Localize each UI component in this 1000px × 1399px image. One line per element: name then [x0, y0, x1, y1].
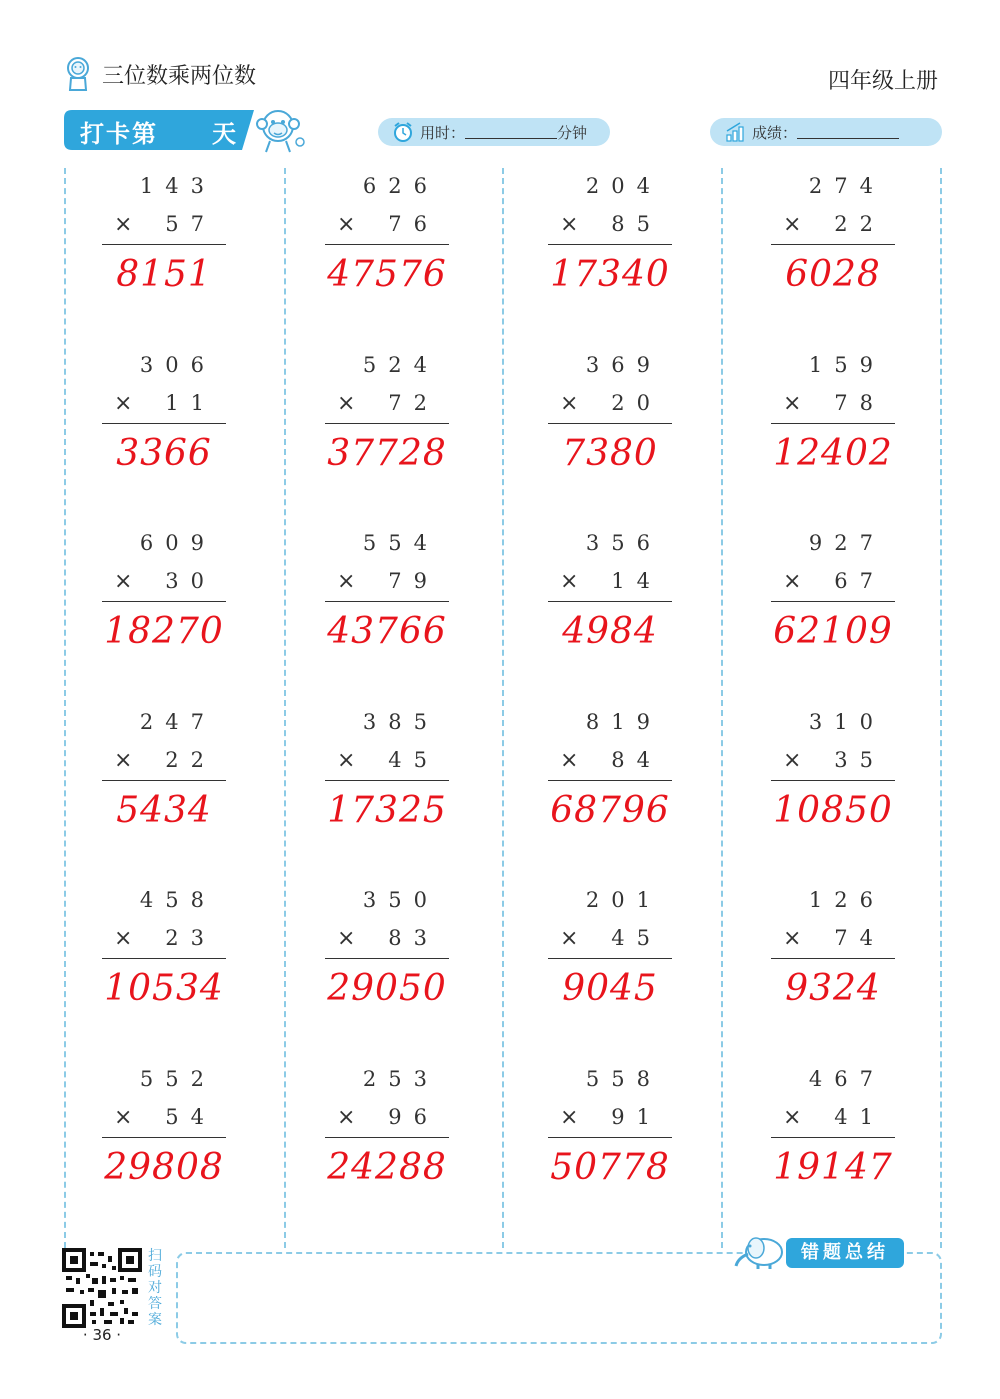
multiply-sign: ×: [783, 391, 802, 416]
multiply-sign: ×: [560, 391, 579, 416]
answer-line: [325, 601, 449, 602]
multiplication-problem: [548, 888, 672, 1028]
multiplier: 76: [388, 212, 439, 236]
multiplication-problem: [325, 1067, 449, 1207]
handwritten-answer[interactable]: 17340: [550, 254, 670, 295]
multiplier: 45: [611, 926, 662, 950]
answer-line: [548, 780, 672, 781]
multiplicand: 385: [362, 710, 439, 734]
multiply-sign: ×: [337, 391, 356, 416]
multiplicand: 558: [585, 1067, 662, 1091]
answer-line: [548, 423, 672, 424]
column-divider: [721, 168, 723, 1248]
answer-line: [548, 244, 672, 245]
time-unit: 分钟: [557, 123, 588, 142]
multiplication-problem: [102, 174, 226, 314]
column-divider: [284, 168, 286, 1248]
time-box: [378, 118, 610, 146]
multiplication-problem: [771, 888, 895, 1028]
bar-chart-icon: [724, 121, 746, 143]
handwritten-answer[interactable]: 8151: [116, 254, 212, 295]
answer-line: [771, 1137, 895, 1138]
column-divider: [64, 168, 66, 1248]
multiplicand: 350: [362, 888, 439, 912]
multiplicand: 554: [362, 531, 439, 555]
qr-code-icon[interactable]: [62, 1248, 142, 1328]
multiplier: 23: [165, 926, 216, 950]
multiplicand: 201: [585, 888, 662, 912]
multiplier: 20: [611, 391, 662, 415]
checkin-label: [80, 114, 238, 149]
score-input[interactable]: [797, 125, 899, 139]
time-label: 用时：: [420, 123, 466, 142]
multiply-sign: ×: [337, 748, 356, 773]
multiply-sign: ×: [783, 748, 802, 773]
multiply-sign: ×: [560, 212, 579, 237]
handwritten-answer[interactable]: 68796: [550, 790, 670, 831]
multiply-sign: ×: [783, 926, 802, 951]
answer-line: [102, 780, 226, 781]
multiplier: 45: [388, 748, 439, 772]
handwritten-answer[interactable]: 9324: [785, 968, 881, 1009]
multiplicand: 524: [362, 353, 439, 377]
multiplicand: 143: [139, 174, 216, 198]
page-number: · 36 ·: [82, 1326, 122, 1344]
multiplication-problem: [102, 1067, 226, 1207]
multiplier: 11: [165, 391, 216, 415]
multiplication-problem: [548, 1067, 672, 1207]
multiplier: 78: [834, 391, 885, 415]
multiply-sign: ×: [783, 1105, 802, 1130]
multiply-sign: ×: [337, 569, 356, 594]
handwritten-answer[interactable]: 3366: [116, 433, 212, 474]
multiplier: 83: [388, 926, 439, 950]
multiplication-problem: [325, 353, 449, 493]
multiplier: 72: [388, 391, 439, 415]
handwritten-answer[interactable]: 43766: [327, 611, 447, 652]
multiplication-problem: [548, 353, 672, 493]
multiplicand: 467: [808, 1067, 885, 1091]
lion-logo-icon: [62, 56, 94, 92]
multiplicand: 126: [808, 888, 885, 912]
multiplication-problem: [102, 531, 226, 671]
multiplication-problem: [771, 174, 895, 314]
multiplicand: 458: [139, 888, 216, 912]
multiply-sign: ×: [560, 569, 579, 594]
handwritten-answer[interactable]: 29050: [327, 968, 447, 1009]
multiplier: 57: [165, 212, 216, 236]
answer-line: [771, 601, 895, 602]
answer-line: [325, 244, 449, 245]
handwritten-answer[interactable]: 24288: [327, 1147, 447, 1188]
multiplier: 67: [834, 569, 885, 593]
multiplication-problem: [771, 1067, 895, 1207]
answer-line: [325, 1137, 449, 1138]
multiplicand: 247: [139, 710, 216, 734]
multiplicand: 159: [808, 353, 885, 377]
answer-line: [548, 601, 672, 602]
answer-line: [102, 423, 226, 424]
multiplier: 22: [165, 748, 216, 772]
handwritten-answer[interactable]: 18270: [104, 611, 224, 652]
answer-line: [102, 958, 226, 959]
multiply-sign: ×: [114, 391, 133, 416]
monkey-mascot-icon: [252, 104, 310, 154]
handwritten-answer[interactable]: 5434: [116, 790, 212, 831]
answer-line: [771, 780, 895, 781]
elephant-icon: [730, 1232, 790, 1270]
multiplication-problem: [771, 531, 895, 671]
answer-line: [325, 780, 449, 781]
multiplicand: 274: [808, 174, 885, 198]
scan-for-answers-text: 扫码对答案: [148, 1248, 162, 1328]
handwritten-answer[interactable]: 6028: [785, 254, 881, 295]
answer-line: [771, 423, 895, 424]
multiply-sign: ×: [114, 926, 133, 951]
multiplier: 74: [834, 926, 885, 950]
handwritten-answer[interactable]: 4984: [562, 611, 658, 652]
multiply-sign: ×: [337, 212, 356, 237]
column-divider: [502, 168, 504, 1248]
answer-line: [548, 1137, 672, 1138]
answer-line: [325, 423, 449, 424]
score-label: 成绩：: [752, 123, 798, 142]
handwritten-answer[interactable]: 10534: [104, 968, 224, 1009]
multiply-sign: ×: [560, 1105, 579, 1130]
multiplicand: 306: [139, 353, 216, 377]
multiplication-problem: [325, 888, 449, 1028]
handwritten-answer[interactable]: 62109: [773, 611, 893, 652]
checkin-suffix: 天: [212, 120, 238, 148]
header-left: [62, 56, 256, 92]
multiplicand: 609: [139, 531, 216, 555]
answer-line: [102, 244, 226, 245]
multiplication-problem: [102, 710, 226, 850]
multiplier: 41: [834, 1105, 885, 1129]
multiplicand: 552: [139, 1067, 216, 1091]
multiply-sign: ×: [783, 212, 802, 237]
multiplicand: 204: [585, 174, 662, 198]
multiplication-problem: [548, 710, 672, 850]
alarm-clock-icon: [392, 121, 414, 143]
multiplication-problem: [325, 531, 449, 671]
multiply-sign: ×: [114, 212, 133, 237]
multiplication-problem: [325, 710, 449, 850]
multiplier: 35: [834, 748, 885, 772]
multiplication-problem: [102, 353, 226, 493]
handwritten-answer[interactable]: 12402: [773, 433, 893, 474]
multiplier: 14: [611, 569, 662, 593]
multiplication-problem: [771, 710, 895, 850]
handwritten-answer[interactable]: 47576: [327, 254, 447, 295]
score-box: [710, 118, 942, 146]
handwritten-answer[interactable]: 7380: [562, 433, 658, 474]
multiply-sign: ×: [114, 569, 133, 594]
answer-line: [771, 958, 895, 959]
multiplier: 79: [388, 569, 439, 593]
multiplier: 22: [834, 212, 885, 236]
time-input[interactable]: [465, 125, 557, 139]
multiply-sign: ×: [114, 748, 133, 773]
multiply-sign: ×: [560, 748, 579, 773]
multiplicand: 310: [808, 710, 885, 734]
answer-line: [102, 601, 226, 602]
multiplier: 84: [611, 748, 662, 772]
multiplicand: 626: [362, 174, 439, 198]
multiply-sign: ×: [337, 1105, 356, 1130]
grade-label: 四年级上册: [827, 69, 938, 94]
multiplier: 85: [611, 212, 662, 236]
multiplication-problem: [548, 174, 672, 314]
column-divider: [940, 168, 942, 1248]
handwritten-answer[interactable]: 9045: [562, 968, 658, 1009]
answer-line: [102, 1137, 226, 1138]
handwritten-answer[interactable]: 37728: [327, 433, 447, 474]
multiply-sign: ×: [560, 926, 579, 951]
handwritten-answer[interactable]: 10850: [773, 790, 893, 831]
handwritten-answer[interactable]: 50778: [550, 1147, 670, 1188]
checkin-prefix: 打卡第: [80, 120, 158, 148]
multiplicand: 927: [808, 531, 885, 555]
multiply-sign: ×: [783, 569, 802, 594]
page-title: 三位数乘两位数: [102, 63, 257, 89]
multiplier: 54: [165, 1105, 216, 1129]
answer-line: [771, 244, 895, 245]
multiplier: 91: [611, 1105, 662, 1129]
multiplicand: 819: [585, 710, 662, 734]
multiplication-problem: [771, 353, 895, 493]
multiplicand: 253: [362, 1067, 439, 1091]
multiplicand: 356: [585, 531, 662, 555]
answer-line: [548, 958, 672, 959]
error-summary-label: 错题总结: [786, 1238, 904, 1268]
multiplier: 30: [165, 569, 216, 593]
multiplier: 96: [388, 1105, 439, 1129]
multiplication-problem: [548, 531, 672, 671]
multiply-sign: ×: [337, 926, 356, 951]
multiplicand: 369: [585, 353, 662, 377]
handwritten-answer[interactable]: 17325: [327, 790, 447, 831]
multiply-sign: ×: [114, 1105, 133, 1130]
answer-line: [325, 958, 449, 959]
multiplication-problem: [102, 888, 226, 1028]
handwritten-answer[interactable]: 19147: [773, 1147, 893, 1188]
multiplication-problem: [325, 174, 449, 314]
handwritten-answer[interactable]: 29808: [104, 1147, 224, 1188]
